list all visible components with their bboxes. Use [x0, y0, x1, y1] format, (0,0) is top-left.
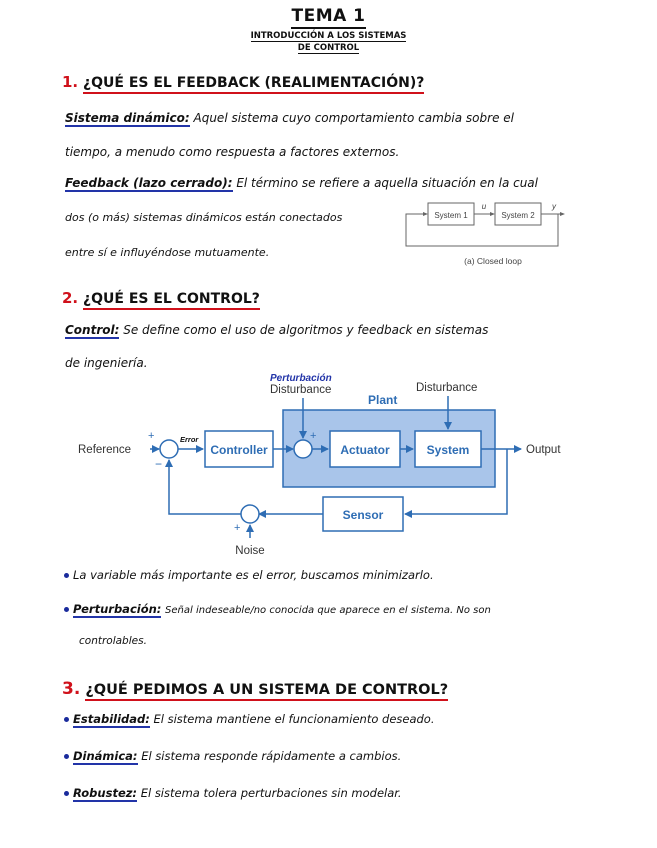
section2-number: 2. — [62, 289, 79, 307]
bullet-perturbacion-text-2: controlables. — [79, 635, 147, 647]
sum-junction-2 — [294, 440, 312, 458]
error-annotation: Error — [180, 435, 199, 444]
feedback-line2 — [65, 211, 342, 224]
bullet-perturbacion-line2 — [79, 635, 147, 647]
bullet-dot — [64, 573, 69, 578]
sum2-plus: + — [310, 430, 317, 442]
page-subtitle-line1: INTRODUCCIÓN A LOS SISTEMAS — [250, 31, 407, 41]
actuator-label: Actuator — [340, 443, 390, 457]
arrow-feedback — [169, 460, 241, 514]
def-sistema-dinamico-1: Aquel sistema cuyo comportamiento cambia sobre el — [193, 111, 514, 125]
bullet-dot — [64, 791, 69, 796]
bullet-dot — [64, 717, 69, 722]
term-estabilidad: Estabilidad: — [73, 712, 150, 726]
section3-title: ¿QUÉ PEDIMOS A UN SISTEMA DE CONTROL? — [85, 682, 448, 701]
dinamica-text: El sistema responde rápidamente a cambios. — [141, 749, 402, 763]
def-control-2: de ingeniería. — [65, 356, 148, 370]
item-robustez — [64, 786, 402, 800]
system1-label: System 1 — [434, 211, 468, 220]
sistema-dinamico-line2 — [65, 145, 399, 159]
robustez-text: El sistema tolera perturbaciones sin modelar. — [140, 786, 402, 800]
item-estabilidad — [64, 712, 435, 726]
controller-label: Controller — [210, 443, 268, 457]
bullet-error — [64, 568, 434, 582]
signal-y: y — [552, 202, 556, 211]
def-control-1: Se define como el uso de algoritmos y feedback en sistemas — [123, 323, 489, 337]
section1-title: ¿QUÉ ES EL FEEDBACK (REALIMENTACIÓN)? — [83, 75, 424, 94]
bullet-dot — [64, 607, 69, 612]
system-label: System — [426, 443, 470, 457]
sensor-label: Sensor — [342, 508, 384, 522]
estabilidad-text: El sistema mantiene el funcionamiento deseado. — [153, 712, 435, 726]
term-dinamica: Dinámica: — [73, 749, 138, 763]
term-perturbacion: Perturbación: — [73, 602, 162, 616]
bullet-perturbacion — [64, 602, 491, 616]
def-feedback-3: entre sí e influyéndose mutuamente. — [65, 246, 270, 259]
sum1-minus: − — [155, 457, 163, 471]
page-subtitle-line2: DE CONTROL — [297, 43, 360, 53]
term-feedback: Feedback (lazo cerrado): — [65, 176, 233, 190]
bullet-perturbacion-text-1: Señal indeseable/no conocida que aparece en el sistema. No son — [165, 605, 491, 616]
page-title: TEMA 1 — [0, 6, 657, 26]
system2-label: System 2 — [501, 211, 535, 220]
term-control: Control: — [65, 323, 120, 337]
output-label: Output — [526, 444, 561, 456]
figure-caption: (a) Closed loop — [464, 256, 522, 266]
bullet-error-text: La variable más importante es el error, buscamos minimizarlo. — [73, 568, 434, 582]
def-feedback-1: El término se refiere a aquella situación en la cual — [236, 176, 538, 190]
item-dinamica — [64, 749, 401, 763]
section3-heading — [62, 679, 448, 699]
control-block-diagram — [70, 368, 580, 560]
section3-number: 3. — [62, 679, 81, 699]
disturbance-left-label: Disturbance — [270, 384, 332, 396]
plant-label: Plant — [368, 393, 398, 407]
reference-label: Reference — [78, 444, 132, 456]
section1-number: 1. — [62, 73, 79, 91]
signal-u: u — [481, 202, 487, 211]
bullet-dot — [64, 754, 69, 759]
arrowhead-feedback — [423, 212, 428, 216]
sum-junction-noise — [241, 505, 259, 523]
arrowhead-u — [490, 212, 495, 216]
sum3-plus: + — [234, 522, 241, 534]
disturbance-right-label: Disturbance — [416, 382, 478, 394]
section2-heading — [62, 289, 260, 307]
sum-junction-1 — [160, 440, 178, 458]
def-feedback-2: dos (o más) sistemas dinámicos están conectados — [65, 211, 343, 224]
term-sistema-dinamico: Sistema dinámico: — [65, 111, 190, 125]
noise-label: Noise — [235, 545, 265, 557]
feedback-line3 — [65, 246, 269, 259]
arrowhead-y — [560, 212, 565, 216]
sistema-dinamico-line1 — [65, 111, 514, 125]
sum1-plus: + — [148, 430, 155, 442]
feedback-line1 — [65, 176, 538, 190]
section2-title: ¿QUÉ ES EL CONTROL? — [83, 291, 260, 310]
closed-loop-figure — [398, 196, 588, 272]
section1-heading — [62, 73, 424, 91]
term-robustez: Robustez: — [73, 786, 138, 800]
control-def-line1 — [65, 323, 488, 337]
perturbacion-annotation: Perturbación — [270, 373, 332, 384]
def-sistema-dinamico-2: tiempo, a menudo como respuesta a factores externos. — [65, 145, 400, 159]
